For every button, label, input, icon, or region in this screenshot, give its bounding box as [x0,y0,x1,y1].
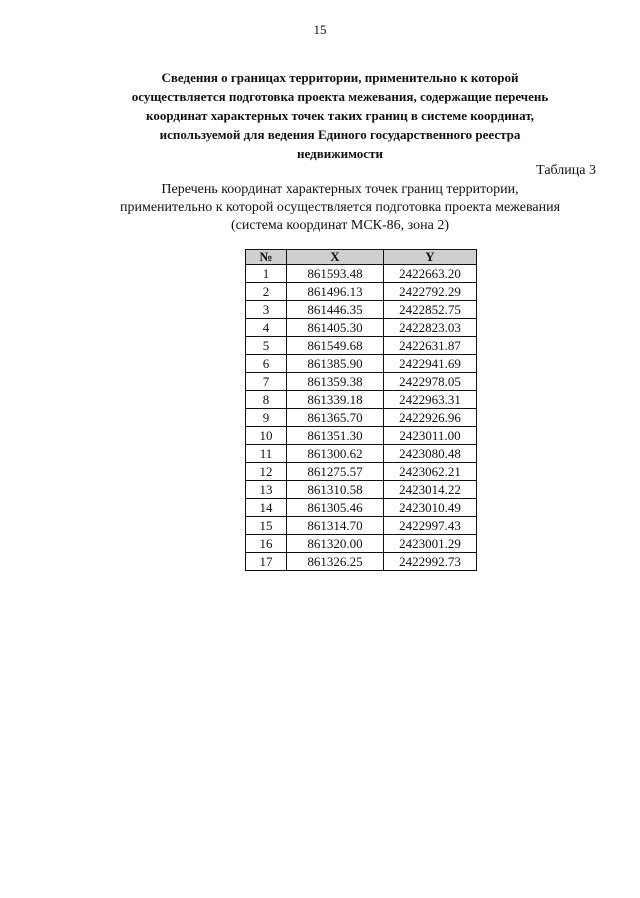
point-number: 1 [246,265,287,283]
y-coordinate: 2423062.21 [384,463,477,481]
table-label: Таблица 3 [536,163,596,178]
x-coordinate: 861549.68 [287,337,384,355]
caption-line: (система координат МСК-86, зона 2) [231,218,449,233]
point-number: 10 [246,427,287,445]
header-number: № [246,250,287,265]
x-coordinate: 861359.38 [287,373,384,391]
heading-line: координат характерных точек таких границ в системе координат, [146,108,534,123]
table-row [246,463,477,481]
y-coordinate: 2422963.31 [384,391,477,409]
table-body [246,265,477,571]
table-row [246,445,477,463]
table-caption [90,181,590,235]
table-row [246,337,477,355]
x-coordinate: 861351.30 [287,427,384,445]
table-row [246,553,477,571]
table-row [246,265,477,283]
y-coordinate: 2422997.43 [384,517,477,535]
point-number: 16 [246,535,287,553]
x-coordinate: 861496.13 [287,283,384,301]
x-coordinate: 861326.25 [287,553,384,571]
caption-line: применительно к которой осуществляется подготовка проекта межевания [119,200,561,215]
table-row [246,301,477,319]
y-coordinate: 2422631.87 [384,337,477,355]
caption-line: Перечень координат характерных точек границ территории, [161,182,519,197]
point-number: 9 [246,409,287,427]
point-number: 3 [246,301,287,319]
table-row [246,499,477,517]
x-coordinate: 861305.46 [287,499,384,517]
point-number: 11 [246,445,287,463]
y-coordinate: 2422992.73 [384,553,477,571]
x-coordinate: 861593.48 [287,265,384,283]
point-number: 4 [246,319,287,337]
x-coordinate: 861310.58 [287,481,384,499]
x-coordinate: 861300.62 [287,445,384,463]
y-coordinate: 2422823.03 [384,319,477,337]
point-number: 7 [246,373,287,391]
y-coordinate: 2422941.69 [384,355,477,373]
heading-line: осуществляется подготовка проекта межевания, содержащие перечень [131,89,549,104]
page-number: 15 [313,22,327,37]
heading-line: используемой для ведения Единого государственного реестра [159,127,521,142]
table-header-row [246,250,477,265]
y-coordinate: 2423001.29 [384,535,477,553]
x-coordinate: 861275.57 [287,463,384,481]
table-row [246,355,477,373]
table-row [246,427,477,445]
table-row [246,319,477,337]
x-coordinate: 861446.35 [287,301,384,319]
y-coordinate: 2422663.20 [384,265,477,283]
x-coordinate: 861314.70 [287,517,384,535]
point-number: 6 [246,355,287,373]
header-x: X [287,250,384,265]
y-coordinate: 2423014.22 [384,481,477,499]
y-coordinate: 2423010.49 [384,499,477,517]
point-number: 12 [246,463,287,481]
document-heading [110,68,570,163]
y-coordinate: 2423080.48 [384,445,477,463]
y-coordinate: 2423011.00 [384,427,477,445]
x-coordinate: 861339.18 [287,391,384,409]
heading-line: недвижимости [297,146,383,161]
point-number: 14 [246,499,287,517]
x-coordinate: 861320.00 [287,535,384,553]
x-coordinate: 861365.70 [287,409,384,427]
point-number: 5 [246,337,287,355]
table-row [246,283,477,301]
y-coordinate: 2422978.05 [384,373,477,391]
point-number: 8 [246,391,287,409]
table-row [246,409,477,427]
x-coordinate: 861405.30 [287,319,384,337]
table-row [246,535,477,553]
heading-line: Сведения о границах территории, применительно к которой [161,70,519,85]
table-row [246,373,477,391]
point-number: 2 [246,283,287,301]
header-y: Y [384,250,477,265]
coordinates-table [245,249,477,571]
y-coordinate: 2422792.29 [384,283,477,301]
point-number: 13 [246,481,287,499]
point-number: 15 [246,517,287,535]
table-row [246,481,477,499]
y-coordinate: 2422852.75 [384,301,477,319]
table-row [246,517,477,535]
x-coordinate: 861385.90 [287,355,384,373]
y-coordinate: 2422926.96 [384,409,477,427]
table-row [246,391,477,409]
point-number: 17 [246,553,287,571]
